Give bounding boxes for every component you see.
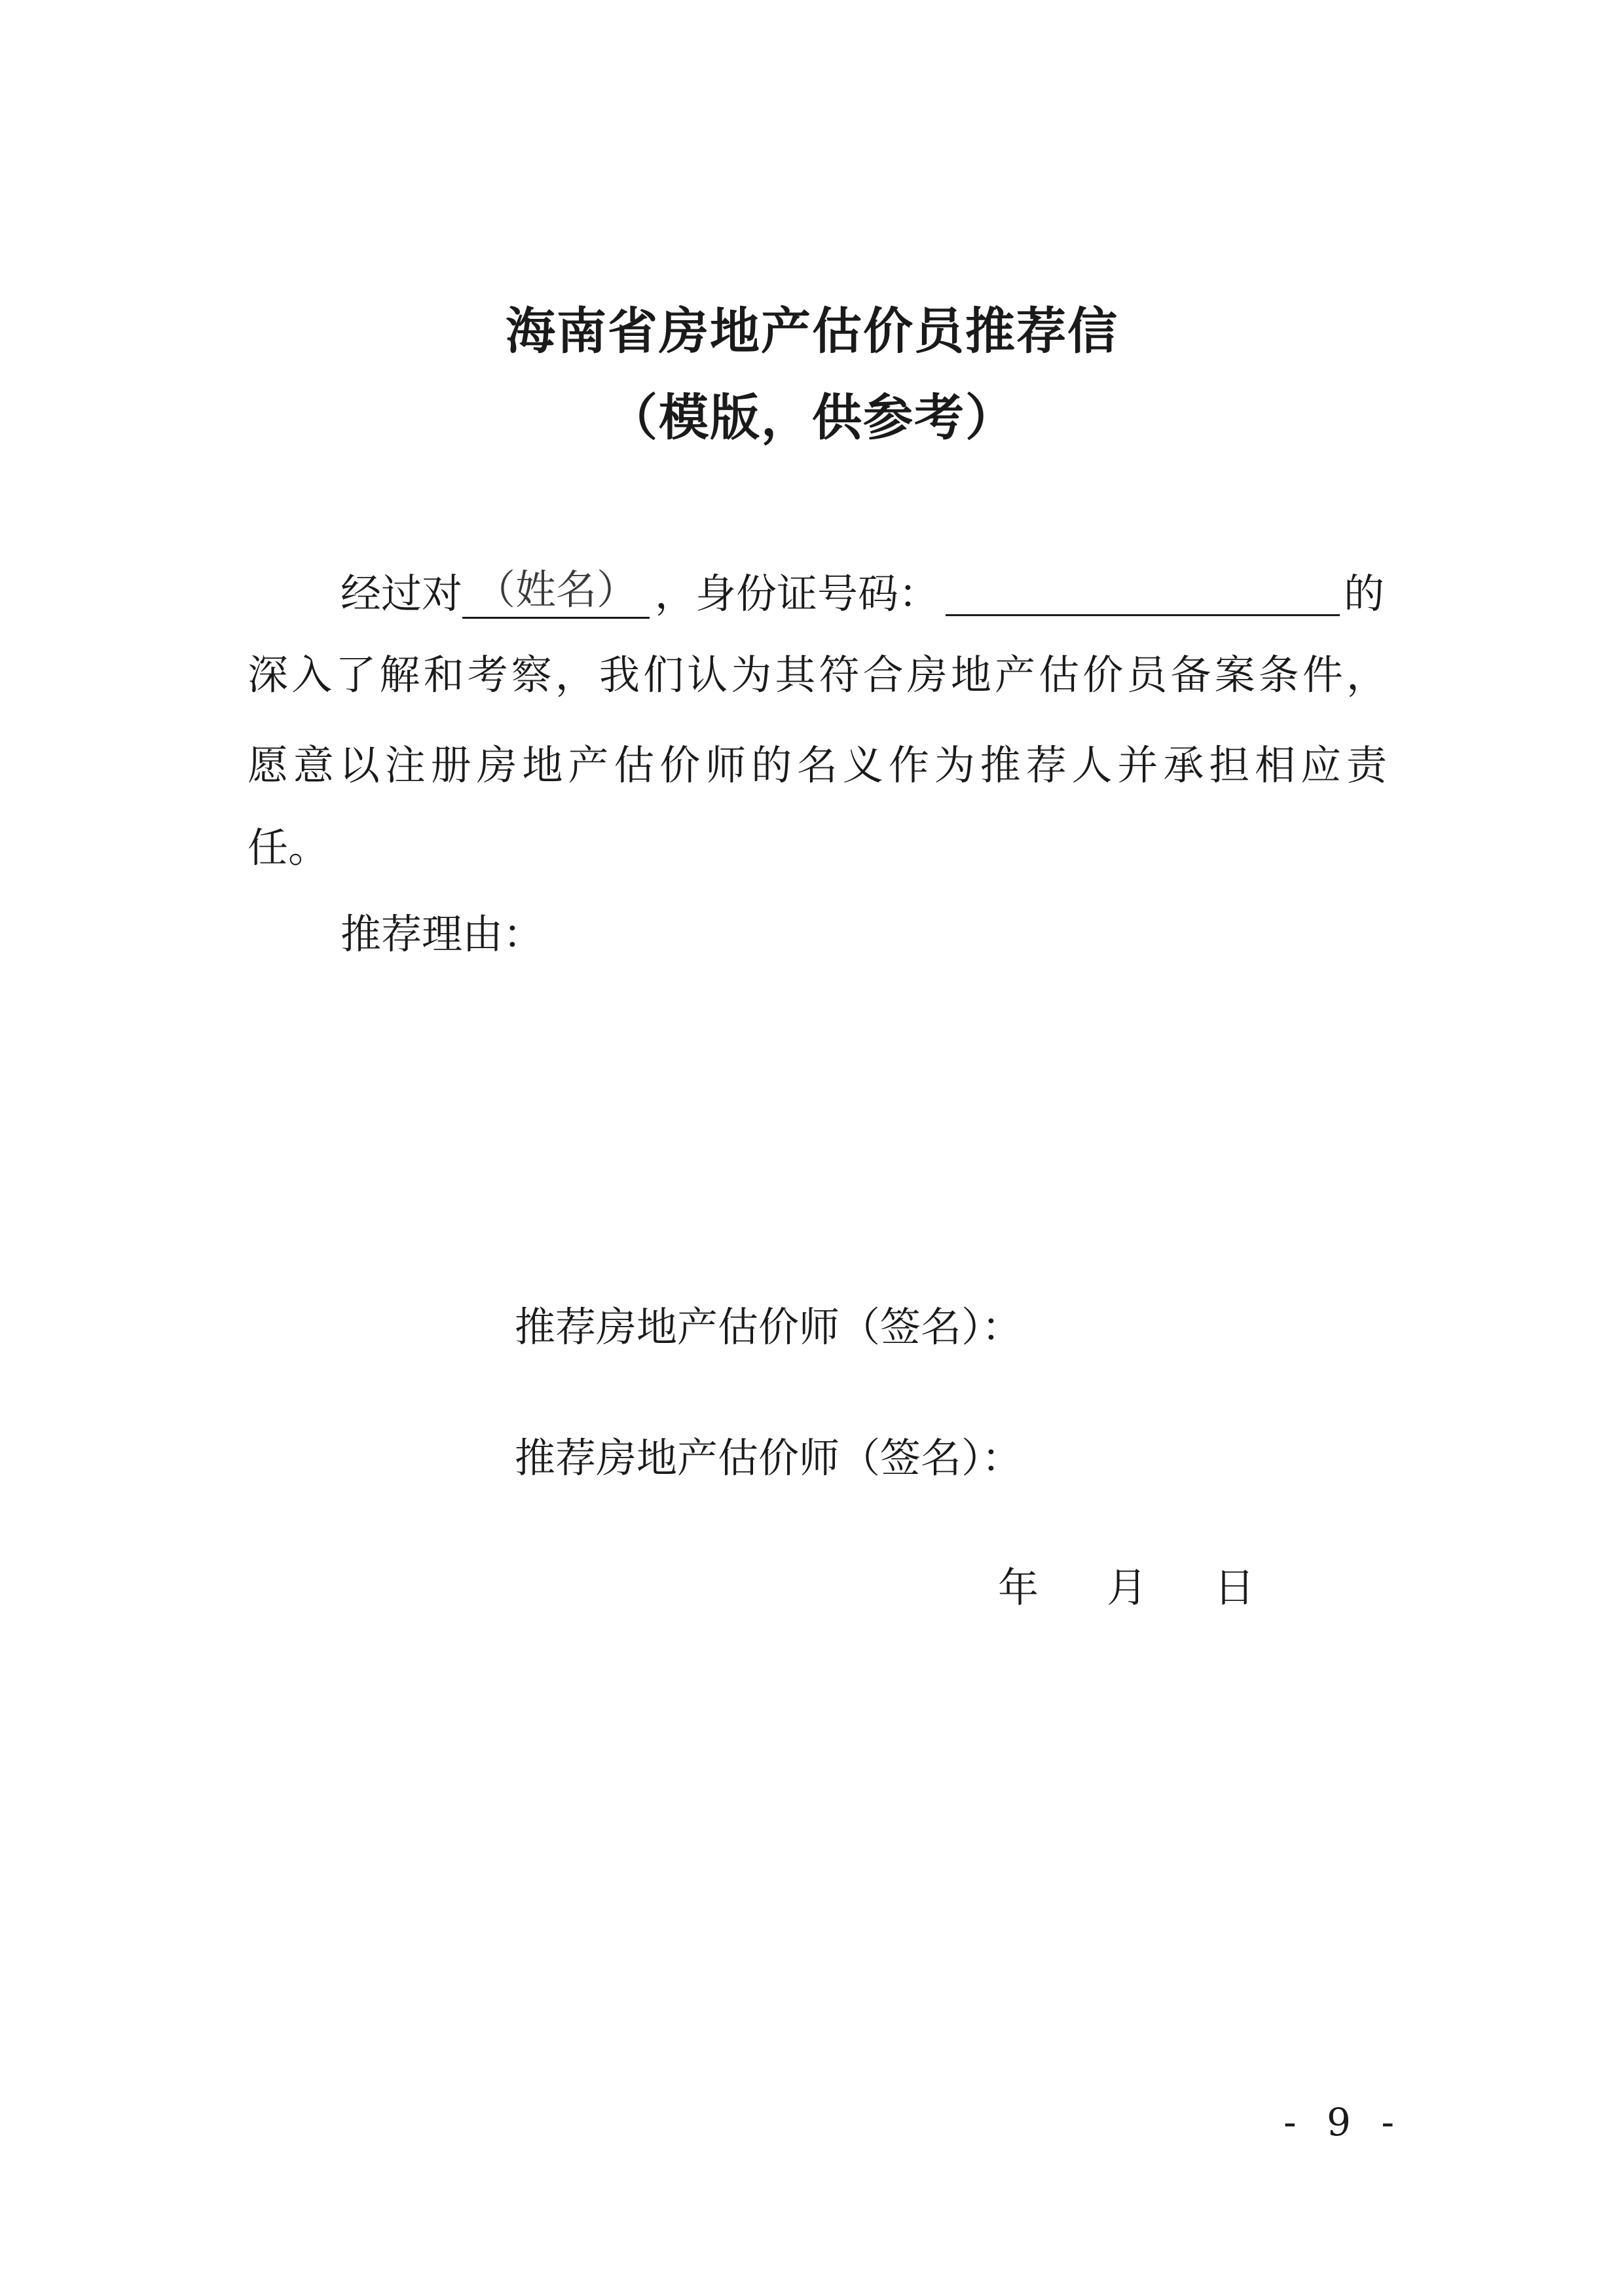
intro-prefix: 经过对 bbox=[341, 570, 463, 617]
paragraph-line-3: 任。 bbox=[248, 824, 329, 872]
document-subtitle: （模版，供参考） bbox=[608, 388, 1016, 447]
name-field-placeholder: （姓名） bbox=[474, 566, 637, 614]
page-number: - 9 - bbox=[1283, 2100, 1403, 2144]
paragraph-line-1: 深入了解和考察，我们认为其符合房地产估价员备案条件， bbox=[248, 651, 1387, 699]
date-month: 月 bbox=[1107, 1564, 1148, 1611]
name-field[interactable] bbox=[462, 566, 650, 619]
paragraph-line-2: 愿意以注册房地产估价师的名义作为推荐人并承担相应责 bbox=[248, 741, 1387, 789]
intro-suffix: 的 bbox=[1344, 570, 1385, 617]
reason-label: 推荐理由： bbox=[341, 910, 544, 958]
signature-line-2: 推荐房地产估价师（签名）： bbox=[515, 1434, 1023, 1482]
id-number-field[interactable] bbox=[946, 614, 1340, 616]
date-day: 日 bbox=[1214, 1564, 1255, 1611]
intro-id-label: ，身份证号码： bbox=[655, 570, 940, 617]
signature-line-1: 推荐房地产估价师（签名）： bbox=[515, 1303, 1023, 1351]
date-year: 年 bbox=[998, 1564, 1039, 1611]
document-title: 海南省房地产估价员推荐信 bbox=[506, 302, 1118, 360]
